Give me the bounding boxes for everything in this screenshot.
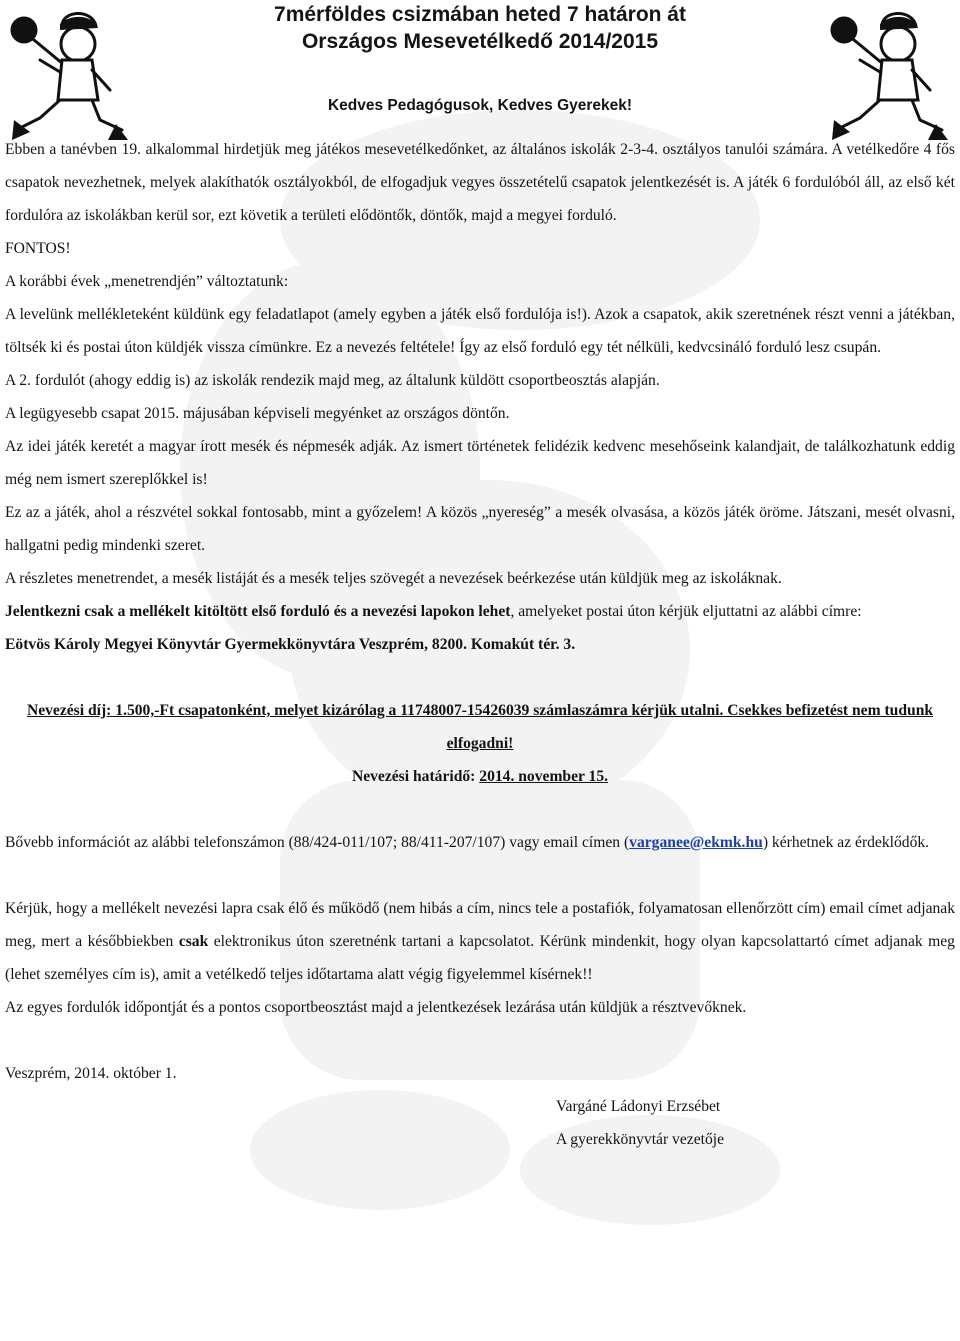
greeting: Kedves Pedagógusok, Kedves Gyerekek! [327,97,633,114]
theme-paragraph: Az idei játék keretét a magyar írott mesék és népmesék adják. Az ismert történetek felidézik kedvenc mesehőseink kalandjait, de találkozhatunk eddig még nem ismert szereplőkkel is! [5,438,955,488]
date-line: Veszprém, 2014. október 1. [5,1065,177,1082]
email-request-text: Kérjük, hogy a mellékelt nevezési lapra csak élő és működő (nem hibás a cím, nincs tele a postafiók, folyamatosan ellenőrzött cím) email címet adjanak meg, mert a későbbiekben [5,900,955,950]
address: Eötvös Károly Megyei Könyvtár Gyermekkönyvtára Veszprém, 8200. Komakút tér. 3. [5,636,576,653]
worksheet-paragraph: A levelünk mellékleteként küldünk egy feladatlapot (amely egyben a játék első fordulója is!). Azok a csapatok, akik szeretnének részt venni a játékban, töltsék ki és postai úton küldjék vissza címünkre. Ez a nevezés feltétele! Így az első forduló egy tét nélküli, kedvcsináló forduló lesz csupán. [5,306,955,356]
schedule-paragraph: Az egyes fordulók időpontját és a pontos csoportbeosztást majd a jelentkezések lezárása után küldjük a résztvevőknek. [5,999,747,1016]
contact-text-end: ) kérhetnek az érdeklődők. [762,834,930,851]
deadline-value: 2014. november 15. [479,768,609,785]
email-link[interactable]: varganee@ekmk.hu [629,834,763,851]
signature-title: A gyerekkönyvtár vezetője [556,1131,724,1148]
changes-paragraph: A korábbi évek „menetrendjén” változtatunk: [5,273,289,290]
second-round-paragraph: A 2. fordulót (ahogy eddig is) az iskolák rendezik majd meg, az általunk küldött csoportbeosztás alapján. [5,372,660,389]
entry-fee: Nevezési díj: 1.500,-Ft csapatonként, melyet kizárólag a 11748007-15426039 számlaszámra kérjük utalni. Csekkes befizetést nem tudunk elfogadni! [26,702,934,752]
email-request-text-end: elektronikus úton szeretnénk tartani a kapcsolatot. Kérünk mindenkit, hogy olyan kapcsolattartó címet adjanak meg (lehet személyes cím is), amit a vetélkedő teljes időtartama alatt végig figyelemmel kísérnek!! [5,933,955,983]
fairy-tale-boy-with-bundle-icon [0,0,130,150]
signature-name: Vargáné Ládonyi Erzsébet [556,1098,721,1115]
letter-body [5,133,955,1156]
participation-paragraph: Ez az a játék, ahol a részvétel sokkal fontosabb, mint a győzelem! A közös „nyereség” a mesék olvasása, a közös játék öröme. Játszani, mesét olvasni, hallgatni pedig mindenki szeret. [5,504,955,554]
deadline [5,760,955,793]
best-team-paragraph: A legügyesebb csapat 2015. májusában képviseli megyénket az országos döntőn. [5,405,510,422]
contact-paragraph [5,826,955,859]
document-title: 7mérföldes csizmában heted 7 határon át [274,3,686,26]
fairy-tale-boy-with-bundle-icon [820,0,950,150]
registration-bold: Jelentkezni csak a mellékelt kitöltött első forduló és a nevezési lapokon lehet [5,603,511,620]
important-heading: FONTOS! [5,240,71,257]
registration-paragraph [5,595,955,628]
intro-paragraph: Ebben a tanévben 19. alkalommal hirdetjük meg játékos mesevetélkedőnket, az általános iskolák 2-3-4. osztályos tanulói számára. A vetélkedőre 4 fős csapatok nevezhetnek, melyek alakíthatók osztályokból, de elfogadjuk vegyes összetételű csapatok jelentkezését is. A játék 6 fordulóból áll, az első két fordulóra az iskolákban kerül sor, ezt követik a területi elődöntők, döntők, majd a megyei forduló. [5,141,955,224]
contact-text: Bővebb információt az alábbi telefonszámon (88/424-011/107; 88/411-207/107) vagy email címen ( [5,834,630,851]
email-request-bold: csak [178,933,209,950]
email-request-paragraph [5,892,955,991]
document-subtitle: Országos Mesevetélkedő 2014/2015 [301,30,659,53]
deadline-label: Nevezési határidő: [351,768,476,785]
details-paragraph: A részletes menetrendet, a mesék listáját és a mesék teljes szövegét a nevezések beérkezése után küldjük meg az iskoláknak. [5,570,782,587]
registration-rest: , amelyeket postai úton kérjük eljuttatni az alábbi címre: [510,603,862,620]
